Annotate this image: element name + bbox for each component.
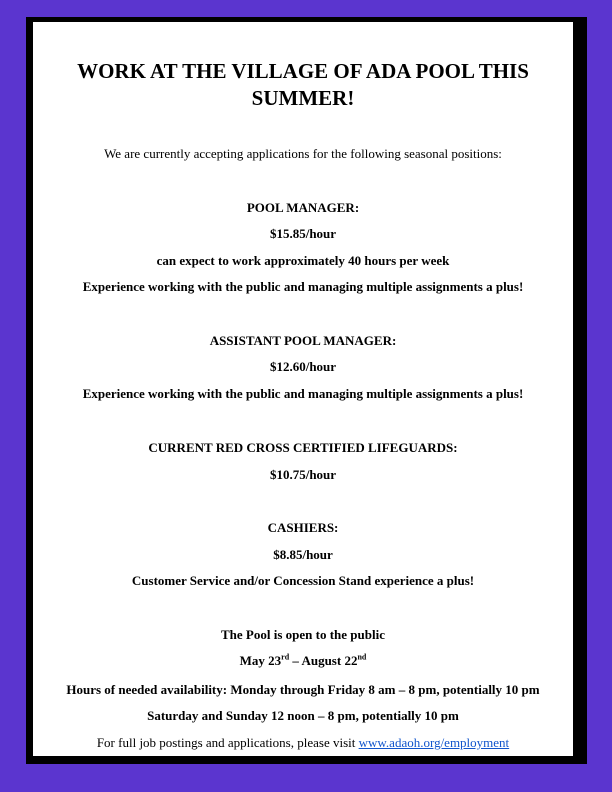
- footer-text: For full job postings and applications, please visit: [96, 735, 359, 750]
- pool-open-text: The Pool is open to the public: [221, 627, 385, 642]
- assistant-manager-heading: ASSISTANT POOL MANAGER:: [209, 333, 397, 348]
- flyer-title-line-1: WORK AT THE VILLAGE OF ADA POOL THIS: [77, 59, 529, 83]
- season-start: May 23: [239, 653, 282, 668]
- assistant-manager-note: Experience working with the public and managing multiple assignments a plus!: [82, 386, 524, 401]
- lifeguards-heading: CURRENT RED CROSS CERTIFIED LIFEGUARDS:: [148, 440, 458, 455]
- flyer-title-line-2: SUMMER!: [251, 86, 355, 110]
- season-start-suffix: rd: [281, 652, 290, 662]
- cashiers-note: Customer Service and/or Concession Stand experience a plus!: [131, 573, 475, 588]
- flyer-sheet: [33, 22, 573, 756]
- lifeguards-pay: $10.75/hour: [269, 467, 337, 482]
- weekday-hours: Hours of needed availability: Monday through Friday 8 am – 8 pm, potentially 10 pm: [66, 682, 540, 697]
- weekend-hours: Saturday and Sunday 12 noon – 8 pm, potentially 10 pm: [147, 708, 459, 723]
- season-end: August 22: [301, 653, 358, 668]
- season-end-suffix: nd: [357, 652, 367, 662]
- cashiers-pay: $8.85/hour: [273, 547, 333, 562]
- pool-manager-hours: can expect to work approximately 40 hours per week: [156, 253, 450, 268]
- intro-text: We are currently accepting applications for the following seasonal positions:: [104, 146, 502, 161]
- employment-link[interactable]: www.adaoh.org/employment: [358, 735, 510, 750]
- season-dash: –: [289, 653, 302, 668]
- pool-manager-pay: $15.85/hour: [269, 226, 337, 241]
- cashiers-heading: CASHIERS:: [267, 520, 339, 535]
- pool-manager-note: Experience working with the public and managing multiple assignments a plus!: [82, 279, 524, 294]
- pool-manager-heading: POOL MANAGER:: [246, 200, 360, 215]
- assistant-manager-pay: $12.60/hour: [269, 359, 337, 374]
- footer-line: [33, 735, 573, 751]
- season-dates: [33, 653, 573, 669]
